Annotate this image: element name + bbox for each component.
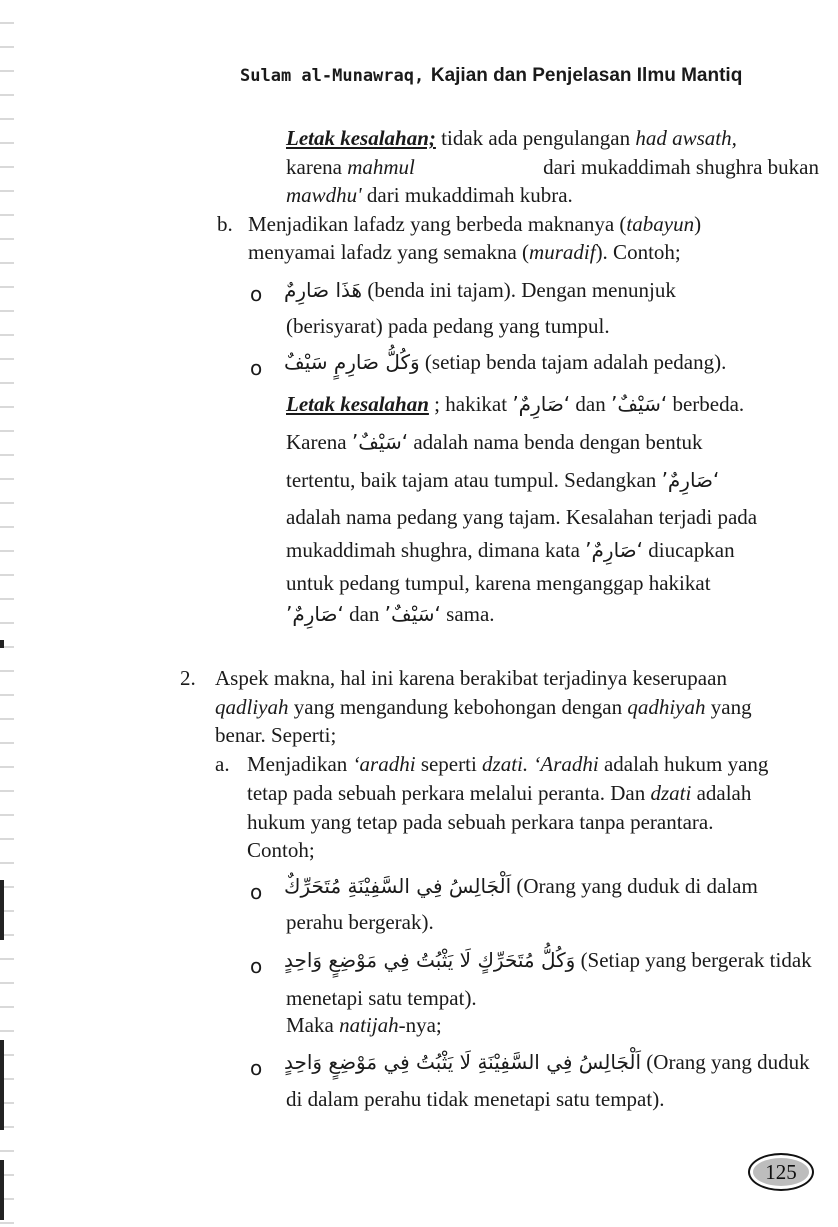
item-2-line2: qadliyah yang mengandung kebohongan dengan qadhiyah yang [215, 695, 752, 719]
bullet-icon: o [250, 1056, 263, 1080]
item-a-marker: a. [215, 752, 230, 776]
block2-line1: Letak kesalahan ; hakikat ‘صَارِمٌ’ dan ‘سَيْفٌ’ berbeda. [286, 392, 745, 416]
item-b-line1: Menjadikan lafadz yang berbeda maknanya (tabayun) [248, 212, 702, 236]
item-b-marker: b. [217, 212, 233, 236]
block2-line6: untuk pedang tumpul, karena menganggap hakikat [286, 571, 711, 595]
item-a-line3: hukum yang tetap pada sebuah perkara tanpa perantara. [247, 810, 714, 834]
bullet-icon: o [250, 356, 263, 380]
block1-line2: karena mahmul dari mukaddimah shughra bukan [286, 155, 819, 179]
block2-line7: ‘صَارِمٌ’ dan ‘سَيْفٌ’ sama. [286, 602, 495, 626]
ex1-arabic: هَذَا صَارِمٌ [284, 278, 363, 302]
page-number-badge [748, 1153, 814, 1191]
bullet-icon: o [250, 282, 263, 306]
item-2-line3: benar. Seperti; [215, 723, 337, 747]
block2-line3: tertentu, baik tajam atau tumpul. Sedangkan ‘صَارِمٌ’ [286, 468, 720, 492]
bullet-icon: o [250, 954, 263, 978]
ex2-line: وَكُلُّ صَارِمٍ سَيْفٌ (setiap benda tajam adalah pedang). [284, 350, 727, 374]
binding-mark [0, 1040, 4, 1130]
item-2-line1: Aspek makna, hal ini karena berakibat terjadinya keserupaan [215, 666, 727, 690]
ex4-line3: Maka natijah-nya; [286, 1013, 442, 1037]
item-a-line1: Menjadikan ‘aradhi seperti dzati. ‘Aradhi adalah hukum yang [247, 752, 769, 776]
ex5-line2: di dalam perahu tidak menetapi satu tempat). [286, 1087, 665, 1111]
item-b-line2: menyamai lafadz yang semakna (muradif). Contoh; [248, 240, 681, 264]
ex3-line2: perahu bergerak). [286, 910, 434, 934]
running-header [240, 64, 742, 87]
item-2-marker: 2. [180, 666, 196, 690]
item-a-line4: Contoh; [247, 838, 315, 862]
letak-kesalahan-label: Letak kesalahan; [286, 126, 436, 150]
block2-line2: Karena ‘سَيْفٌ’ adalah nama benda dengan bentuk [286, 430, 703, 454]
ex5-line1: اَلْجَالِسُ فِي السَّفِيْنَةِ لَا يَثْبُتُ فِي مَوْضِعٍ وَاحِدٍ (Orang yang duduk [284, 1050, 810, 1074]
ex5-arabic: اَلْجَالِسُ فِي السَّفِيْنَةِ لَا يَثْبُتُ فِي مَوْضِعٍ وَاحِدٍ [284, 1050, 642, 1074]
item-a-line2: tetap pada sebuah perkara melalui peranta. Dan dzati adalah [247, 781, 752, 805]
ex4-line2: menetapi satu tempat). [286, 986, 477, 1010]
binding-mark [0, 1160, 4, 1220]
ex3-arabic: اَلْجَالِسُ فِي السَّفِيْنَةِ مُتَحَرِّكٌ [284, 874, 512, 898]
binding-mark [0, 880, 4, 940]
header-title-rest: Kajian dan Penjelasan Ilmu Mantiq [430, 65, 743, 86]
block2-line4: adalah nama pedang yang tajam. Kesalahan terjadi pada [286, 505, 758, 529]
ex3-line1: اَلْجَالِسُ فِي السَّفِيْنَةِ مُتَحَرِّكٌ (Orang yang duduk di dalam [284, 874, 758, 898]
block1-line1: Letak kesalahan; tidak ada pengulangan had awsath, [286, 126, 737, 150]
page-number: 125 [765, 1159, 797, 1184]
block1-line3: mawdhu' dari mukaddimah kubra. [286, 183, 573, 207]
ex4-line1: وَكُلُّ مُتَحَرِّكٍ لَا يَثْبُتُ فِي مَوْضِعٍ وَاحِدٍ (Setiap yang bergerak tidak [284, 948, 812, 972]
ex4-arabic: وَكُلُّ مُتَحَرِّكٍ لَا يَثْبُتُ فِي مَوْضِعٍ وَاحِدٍ [284, 948, 576, 972]
ex1-line2: (berisyarat) pada pedang yang tumpul. [286, 314, 610, 338]
ex2-arabic: وَكُلُّ صَارِمٍ سَيْفٌ [284, 350, 420, 374]
letak-kesalahan-label-2: Letak kesalahan [286, 392, 429, 416]
binding-mark [0, 640, 4, 648]
bullet-icon: o [250, 880, 263, 904]
block2-line5: mukaddimah shughra, dimana kata ‘صَارِمٌ’ diucapkan [286, 538, 735, 562]
ex1-line1: هَذَا صَارِمٌ (benda ini tajam). Dengan menunjuk [284, 278, 676, 302]
header-title-mono: Sulam al-Munawraq, [240, 66, 425, 86]
